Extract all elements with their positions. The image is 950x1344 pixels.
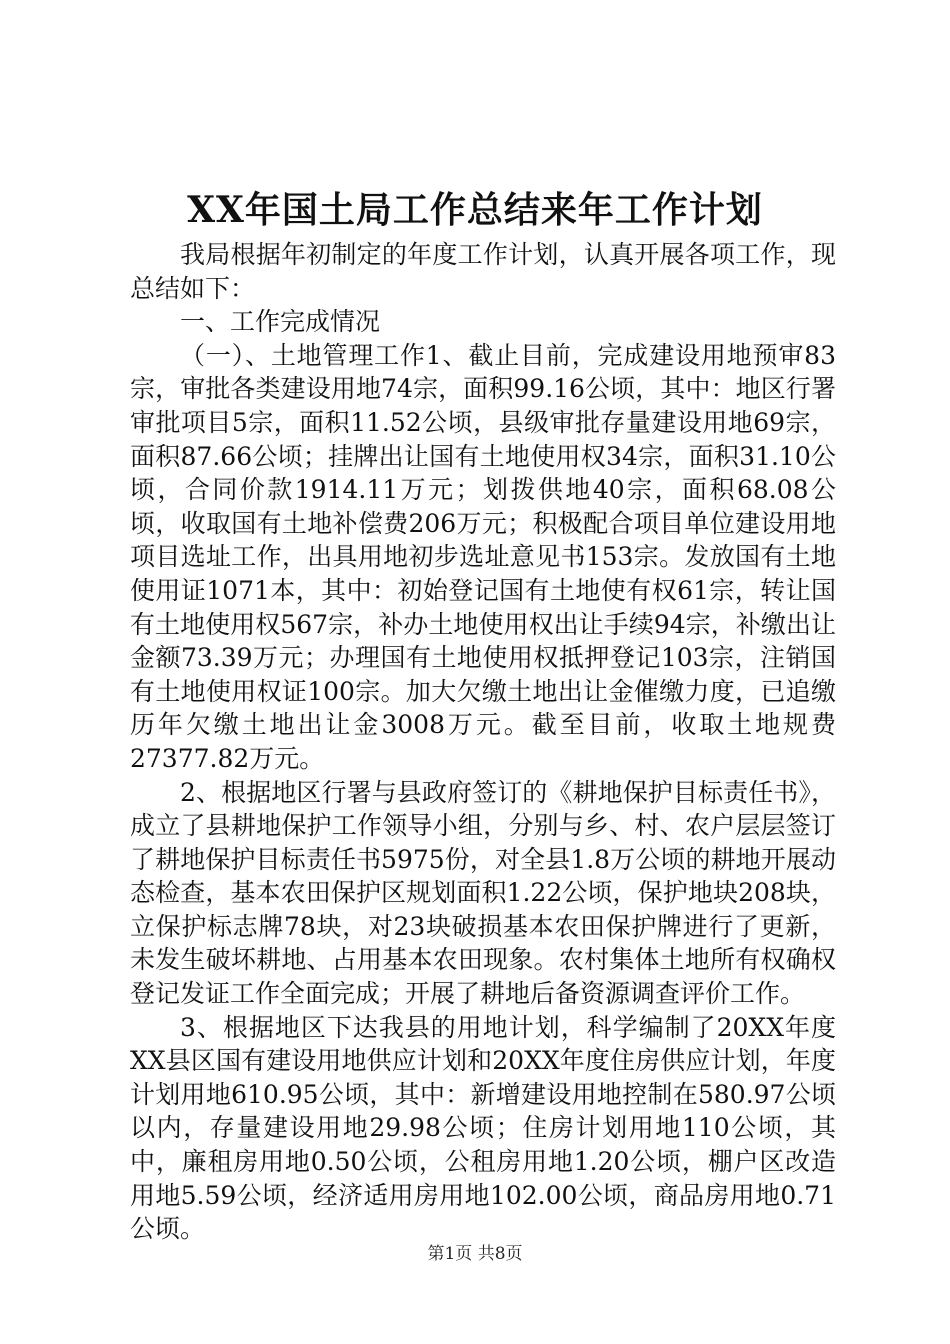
section-heading: 一、工作完成情况 <box>180 307 381 337</box>
paragraph-land-supply-plan: 3、根据地区下达我县的用地计划，科学编制了20XX年度XX县区国有建设用地供应计划和20XX年度住房供应计划，年度计划用地610.95公顷，其中：新增建设用地控制在580.97公顷以内，存量建设用地29.98公顷；住房计划用地110公顷，其中，廉租房用地0.50公顷，公租房用地1.20公顷，棚户区改造用地5.59公顷，经济适用房用地102.00公顷，商品房用地0.71公顷。 <box>130 1012 836 1244</box>
page-number-footer: 第1页 共8页 <box>427 1244 523 1264</box>
paragraph-farmland-protection: 2、根据地区行署与县政府签订的《耕地保护目标责任书》，成立了县耕地保护工作领导小组，分别与乡、村、农户层层签订了耕地保护目标责任书5975份，对全县1.8万公顷的耕地开展动态检查，基本农田保护区规划面积1.22公顷，保护地块208块，立保护标志牌78块，对23块破损基本农田保护牌进行了更新，未发生破坏耕地、占用基本农田现象。农村集体土地所有权确权登记发证工作全面完成；开展了耕地后备资源调查评价工作。 <box>130 777 836 1009</box>
paragraph-intro: 我局根据年初制定的年度工作计划，认真开展各项工作，现总结如下： <box>130 240 836 303</box>
document-body <box>130 238 836 1246</box>
paragraph-land-management: （一）、土地管理工作1、截止目前，完成建设用地预审83宗，审批各类建设用地74宗，面积99.16公顷，其中：地区行署审批项目5宗，面积11.52公顷，县级审批存量建设用地69宗，面积87.66公顷；挂牌出让国有土地使用权34宗，面积31.10公顷，合同价款1914.11万元；划拨供地40宗，面积68.08公顷，收取国有土地补偿费206万元；积极配合项目单位建设用地项目选址工作，出具用地初步选址意见书153宗。发放国有土地使用证1071本，其中：初始登记国有土地使有权61宗，转让国有土地使用权567宗，补办土地使用权出让手续94宗，补缴出让金额73.39万元；办理国有土地使用权抵押登记103宗，注销国有土地使用权证100宗。加大欠缴土地出让金催缴力度，已追缴历年欠缴土地出让金3008万元。截至目前，收取土地规费27377.82万元。 <box>130 340 836 773</box>
document-title: XX年国土局工作总结来年工作计划 <box>187 189 763 231</box>
